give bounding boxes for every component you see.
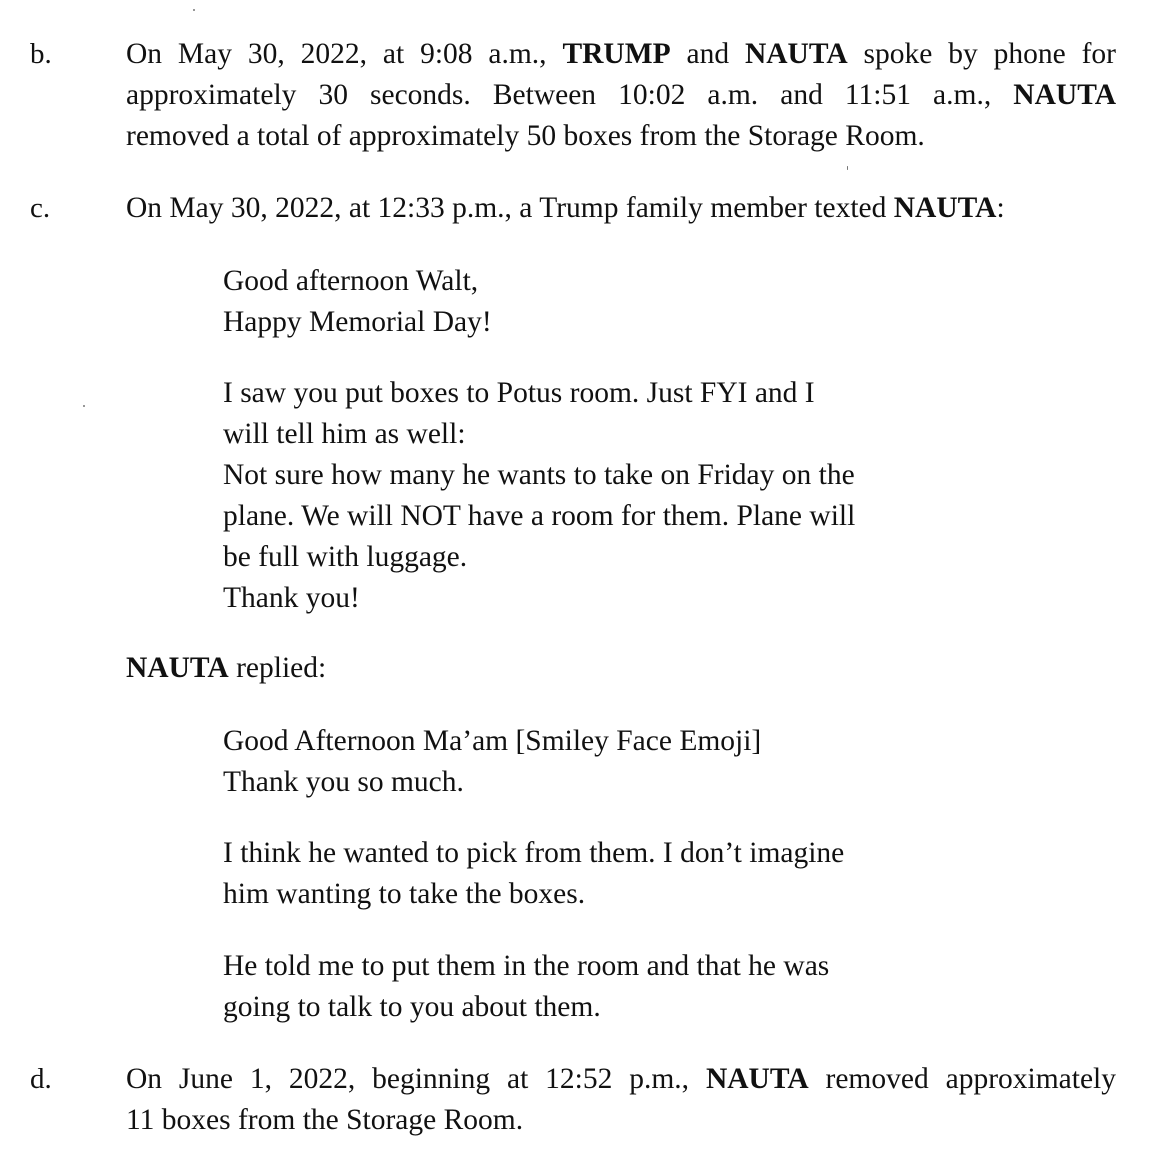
bold-name-nauta: NAUTA [1013,79,1116,111]
bold-name-nauta: NAUTA [744,38,848,70]
paragraph-letter-d: d. [30,1063,52,1095]
paragraph-b-line-2 [126,75,1116,116]
text-run: and [670,38,745,70]
text-message-quote-2-body [223,833,907,915]
paragraph-d-line-1 [126,1059,1116,1100]
quote-line: be full with luggage. [223,541,468,573]
paragraph-b-line-1 [126,34,1116,75]
quote-line: him wanting to take the boxes. [223,878,586,910]
bold-name-nauta: NAUTA [126,652,229,684]
paragraph-c-body [126,188,1116,229]
paragraph-letter-c: c. [30,192,51,224]
paragraph-letter-b: b. [30,38,52,70]
reply-intro [126,648,326,689]
quote-line: Happy Memorial Day! [223,306,492,338]
text-run: On May 30, 2022, at 9:08 a.m., [126,38,563,70]
quote-line: Thank you so much. [223,766,464,798]
text-run: approximately 30 seconds. Between 10:02 a.m. and 11:51 a.m., [126,79,1014,111]
text-run: replied: [228,652,327,684]
scan-speck [83,405,85,407]
quote-line: going to talk to you about them. [223,991,601,1023]
quote-line: He told me to put them in the room and that he was [223,950,830,982]
text-message-quote-1-body [223,373,907,619]
paragraph-b-line-3: removed a total of approximately 50 boxes from the Storage Room. [126,120,925,152]
paragraph-c-line-1 [126,188,1116,229]
scan-speck [193,9,195,11]
bold-name-nauta: NAUTA [705,1063,809,1095]
text-run: : [996,192,1005,224]
text-run: On June 1, 2022, beginning at 12:52 p.m., [126,1063,706,1095]
text-message-quote-2-greeting [223,721,907,803]
paragraph-b-body [126,34,1116,157]
text-run: spoke by phone for [847,38,1116,70]
quote-line: I saw you put boxes to Potus room. Just FYI and I [223,377,815,409]
bold-name-trump: TRUMP [562,38,671,70]
quote-line: I think he wanted to pick from them. I don’t imagine [223,837,845,869]
scan-speck [847,166,848,170]
quote-line: Good afternoon Walt, [223,265,479,297]
quote-line: Good Afternoon Ma’am [Smiley Face Emoji] [223,725,762,757]
bold-name-nauta: NAUTA [893,192,997,224]
quote-line: plane. We will NOT have a room for them. Plane will [223,500,856,532]
quote-line: Not sure how many he wants to take on Friday on the [223,459,855,491]
text-message-quote-1-greeting [223,261,907,343]
text-message-quote-2-closing [223,946,907,1028]
paragraph-d-body [126,1059,1116,1141]
text-run: On May 30, 2022, at 12:33 p.m., a Trump family member texted [126,192,894,224]
paragraph-d-line-2: 11 boxes from the Storage Room. [126,1104,524,1136]
quote-line: Thank you! [223,582,360,614]
quote-line: will tell him as well: [223,418,466,450]
text-run: removed approximately [808,1063,1116,1095]
